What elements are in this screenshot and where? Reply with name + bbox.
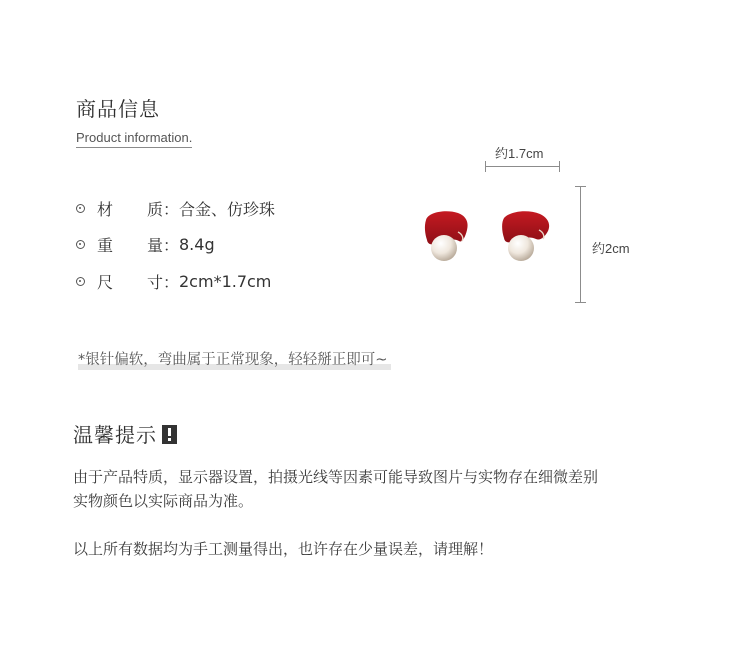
tips-line-3: 以上所有数据均为手工测量得出，也许存在少量误差，请理解！ — [73, 540, 494, 558]
bullet-icon — [76, 204, 85, 213]
height-dimension-label: 约2cm — [592, 241, 630, 256]
spec-value: 合金、仿珍珠 — [179, 199, 276, 219]
spec-row-size — [76, 271, 271, 291]
silver-pin-note: *银针偏软，弯曲属于正常现象，轻轻掰正即可~ — [78, 348, 391, 370]
spec-label: 重 量： — [97, 235, 179, 255]
spec-value: 8.4g — [179, 234, 215, 254]
right-earring — [502, 211, 549, 261]
spec-row-material — [76, 198, 275, 218]
spec-label: 尺 寸： — [97, 272, 179, 292]
bullet-icon — [76, 240, 85, 249]
bullet-icon — [76, 277, 85, 286]
exclamation-icon — [162, 425, 177, 444]
tips-heading — [73, 419, 177, 448]
spec-value: 2cm*1.7cm — [179, 271, 272, 291]
tips-title: 温馨提示 — [73, 423, 157, 447]
left-earring — [425, 211, 468, 261]
earring-product-image — [418, 208, 568, 268]
section-subtitle: Product information. — [76, 130, 192, 148]
tips-line-1: 由于产品特质，显示器设置，拍摄光线等因素可能导致图片与实物存在细微差别 — [73, 468, 599, 486]
spec-label: 材 质： — [97, 199, 179, 219]
spec-row-weight — [76, 234, 215, 254]
height-dimension-line — [574, 185, 588, 305]
tips-line-2: 实物颜色以实际商品为准。 — [73, 492, 254, 510]
width-dimension-line — [484, 160, 562, 174]
section-title: 商品信息 — [76, 97, 160, 121]
width-dimension-label: 约1.7cm — [495, 146, 544, 161]
